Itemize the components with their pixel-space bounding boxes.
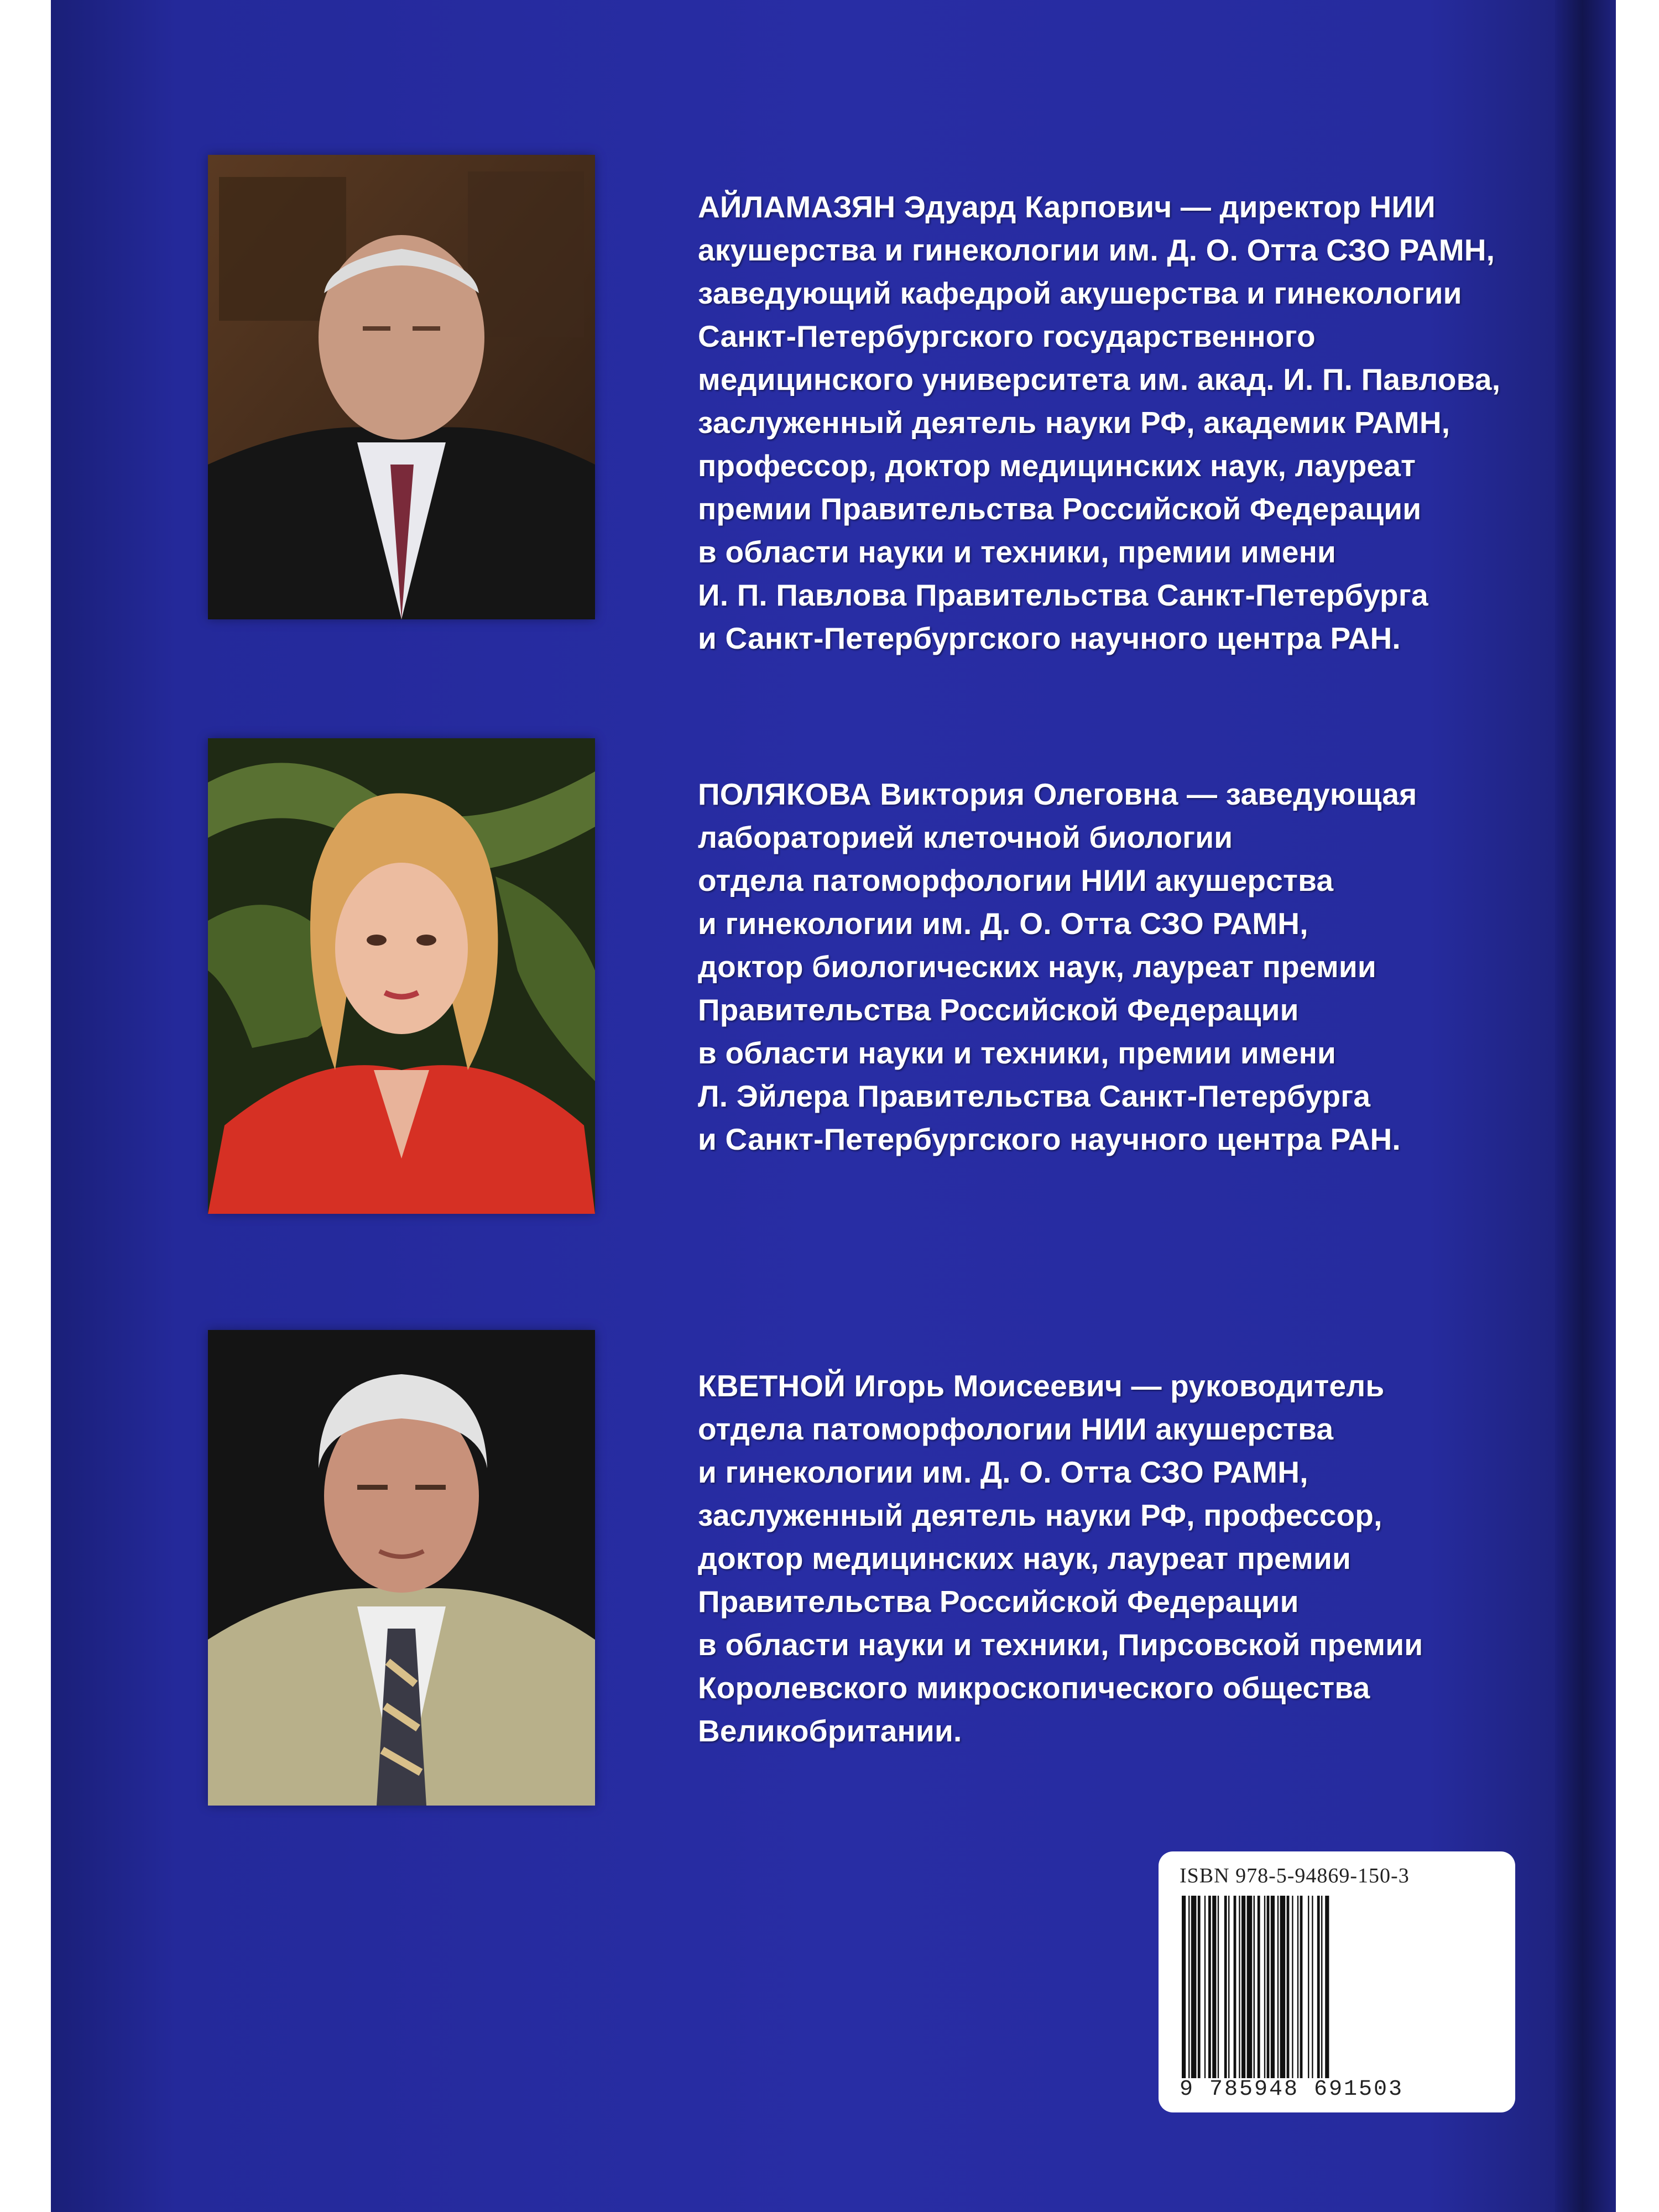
barcode-bar [1264, 1896, 1265, 2078]
bio-line: КВЕТНОЙ Игорь Моисеевич — руководитель [698, 1369, 1385, 1403]
bio-line: в области науки и техники, премии имени [698, 1036, 1337, 1070]
barcode-bar [1224, 1896, 1227, 2078]
barcode-bar [1280, 1896, 1286, 2078]
barcode-bar [1212, 1896, 1216, 2078]
barcode-bar [1182, 1896, 1186, 2078]
bio-line: лабораторией клеточной биологии [698, 820, 1233, 854]
barcode-bar [1228, 1896, 1229, 2078]
bio-line: отдела патоморфологии НИИ акушерства [698, 1412, 1334, 1446]
barcode-bar [1292, 1896, 1293, 2078]
book-back-cover [51, 0, 1616, 2212]
barcode-bar [1271, 1896, 1275, 2078]
barcode-bar [1312, 1896, 1313, 2078]
bio-line: в области науки и техники, премии имени [698, 535, 1337, 569]
barcode-bar [1198, 1896, 1201, 2078]
author-photo-ailamazyan [208, 155, 595, 619]
bio-line: И. П. Павлова Правительства Санкт-Петербурга [698, 578, 1428, 612]
barcode-bar [1234, 1896, 1237, 2078]
barcode-bar [1317, 1896, 1320, 2078]
author-bio-ailamazyan [698, 185, 1500, 660]
barcode-bar [1241, 1896, 1245, 2078]
author-bio-kvetnoy [698, 1364, 1500, 1752]
bio-line: и Санкт-Петербургского научного центра РАН. [698, 621, 1401, 655]
isbn-barcode-box [1159, 1851, 1515, 2112]
author-bio-polyakova [698, 773, 1500, 1161]
barcode-bar [1247, 1896, 1253, 2078]
bio-line: Великобритании. [698, 1714, 962, 1748]
bio-line: Правительства Российской Федерации [698, 1584, 1299, 1619]
bio-line: Санкт-Петербургского государственного [698, 319, 1316, 353]
barcode-graphic [1180, 1896, 1495, 2078]
author-block-kvetnoy [51, 1324, 1544, 1822]
bio-line: акушерства и гинекологии им. Д. О. Отта СЗО РАМН, [698, 233, 1495, 267]
bio-line: Правительства Российской Федерации [698, 993, 1299, 1027]
barcode-bar [1204, 1896, 1206, 2078]
bio-line: ПОЛЯКОВА Виктория Олеговна — заведующая [698, 777, 1417, 811]
bio-line: и гинекологии им. Д. О. Отта СЗО РАМН, [698, 906, 1308, 941]
barcode-bar [1287, 1896, 1290, 2078]
barcode-bar [1218, 1896, 1219, 2078]
barcode-bar [1208, 1896, 1211, 2078]
author-photo-polyakova [208, 738, 595, 1214]
barcode-bar [1267, 1896, 1270, 2078]
bio-line: премии Правительства Российской Федерации [698, 492, 1422, 526]
bio-line: доктор биологических наук, лауреат премии [698, 950, 1376, 984]
bio-line: заслуженный деятель науки РФ, академик РАМН, [698, 405, 1451, 440]
author-photo-kvetnoy [208, 1330, 595, 1806]
bio-line: отдела патоморфологии НИИ акушерства [698, 863, 1334, 898]
barcode-bar [1297, 1896, 1298, 2078]
author-block-ailamazyan [51, 149, 1544, 655]
barcode-bar [1188, 1896, 1190, 2078]
bio-line: АЙЛАМАЗЯН Эдуард Карпович — директор НИИ [698, 190, 1436, 224]
bio-line: профессор, доктор медицинских наук, лауреат [698, 448, 1416, 483]
barcode-bar [1308, 1896, 1309, 2078]
bio-line: в области науки и техники, Пирсовской премии [698, 1627, 1423, 1662]
barcode-bar [1277, 1896, 1279, 2078]
bio-line: и гинекологии им. Д. О. Отта СЗО РАМН, [698, 1455, 1308, 1489]
barcode-bar [1239, 1896, 1240, 2078]
barcode-bar [1321, 1896, 1322, 2078]
barcode-bar [1191, 1896, 1197, 2078]
bio-line: Л. Эйлера Правительства Санкт-Петербурга [698, 1079, 1371, 1113]
bio-line: медицинского университета им. акад. И. П. Павлова, [698, 362, 1501, 397]
barcode-bar [1254, 1896, 1255, 2078]
bio-line: доктор медицинских наук, лауреат премии [698, 1541, 1352, 1575]
bio-line: заслуженный деятель науки РФ, профессор, [698, 1498, 1383, 1532]
bio-line: Королевского микроскопического общества [698, 1671, 1370, 1705]
spine-edge [1555, 0, 1616, 2212]
bio-line: и Санкт-Петербургского научного центра РАН. [698, 1122, 1401, 1156]
barcode-bar [1325, 1896, 1329, 2078]
bio-line: заведующий кафедрой акушерства и гинекологии [698, 276, 1462, 310]
author-block-polyakova [51, 733, 1544, 1230]
barcode-bar [1258, 1896, 1260, 2078]
barcode-digits: 9 785948 691503 [1180, 2077, 1404, 2102]
isbn-label: ISBN 978-5-94869-150-3 [1180, 1864, 1410, 1887]
barcode-bar [1300, 1896, 1303, 2078]
